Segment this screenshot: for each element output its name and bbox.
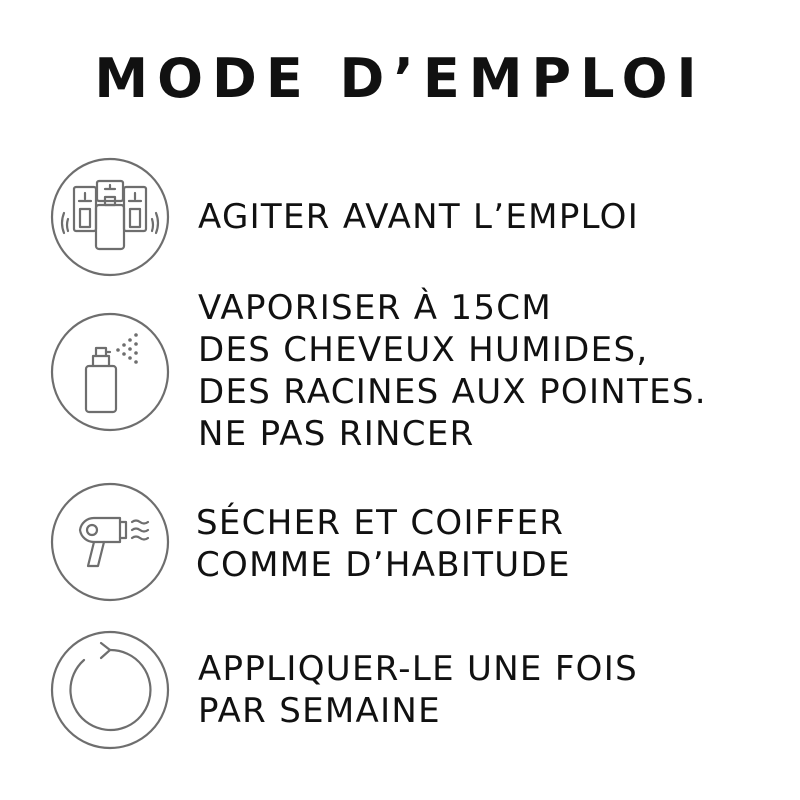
page-title: MODE D’EMPLOI: [94, 47, 706, 110]
step-line: VAPORISER À 15CM: [198, 288, 552, 328]
hair-dryer-icon: [50, 482, 170, 602]
step-repeat-text: [198, 648, 638, 732]
step-line: NE PAS RINCER: [198, 414, 475, 454]
spray-bottle-icon: [50, 312, 170, 432]
step-line: PAR SEMAINE: [198, 691, 441, 731]
step-line: AGITER AVANT L’EMPLOI: [198, 197, 640, 237]
step-shake-text: [198, 196, 639, 238]
repeat-cycle-icon: [50, 630, 170, 750]
step-line: COMME D’HABITUDE: [196, 545, 571, 585]
step-line: DES CHEVEUX HUMIDES,: [198, 330, 649, 370]
step-line: APPLIQUER-LE UNE FOIS: [198, 649, 638, 689]
step-line: SÉCHER ET COIFFER: [196, 503, 565, 543]
step-spray-text: [198, 287, 707, 455]
shake-bottles-icon: [50, 157, 170, 277]
step-line: DES RACINES AUX POINTES.: [198, 372, 707, 412]
step-dry-text: [196, 502, 571, 586]
